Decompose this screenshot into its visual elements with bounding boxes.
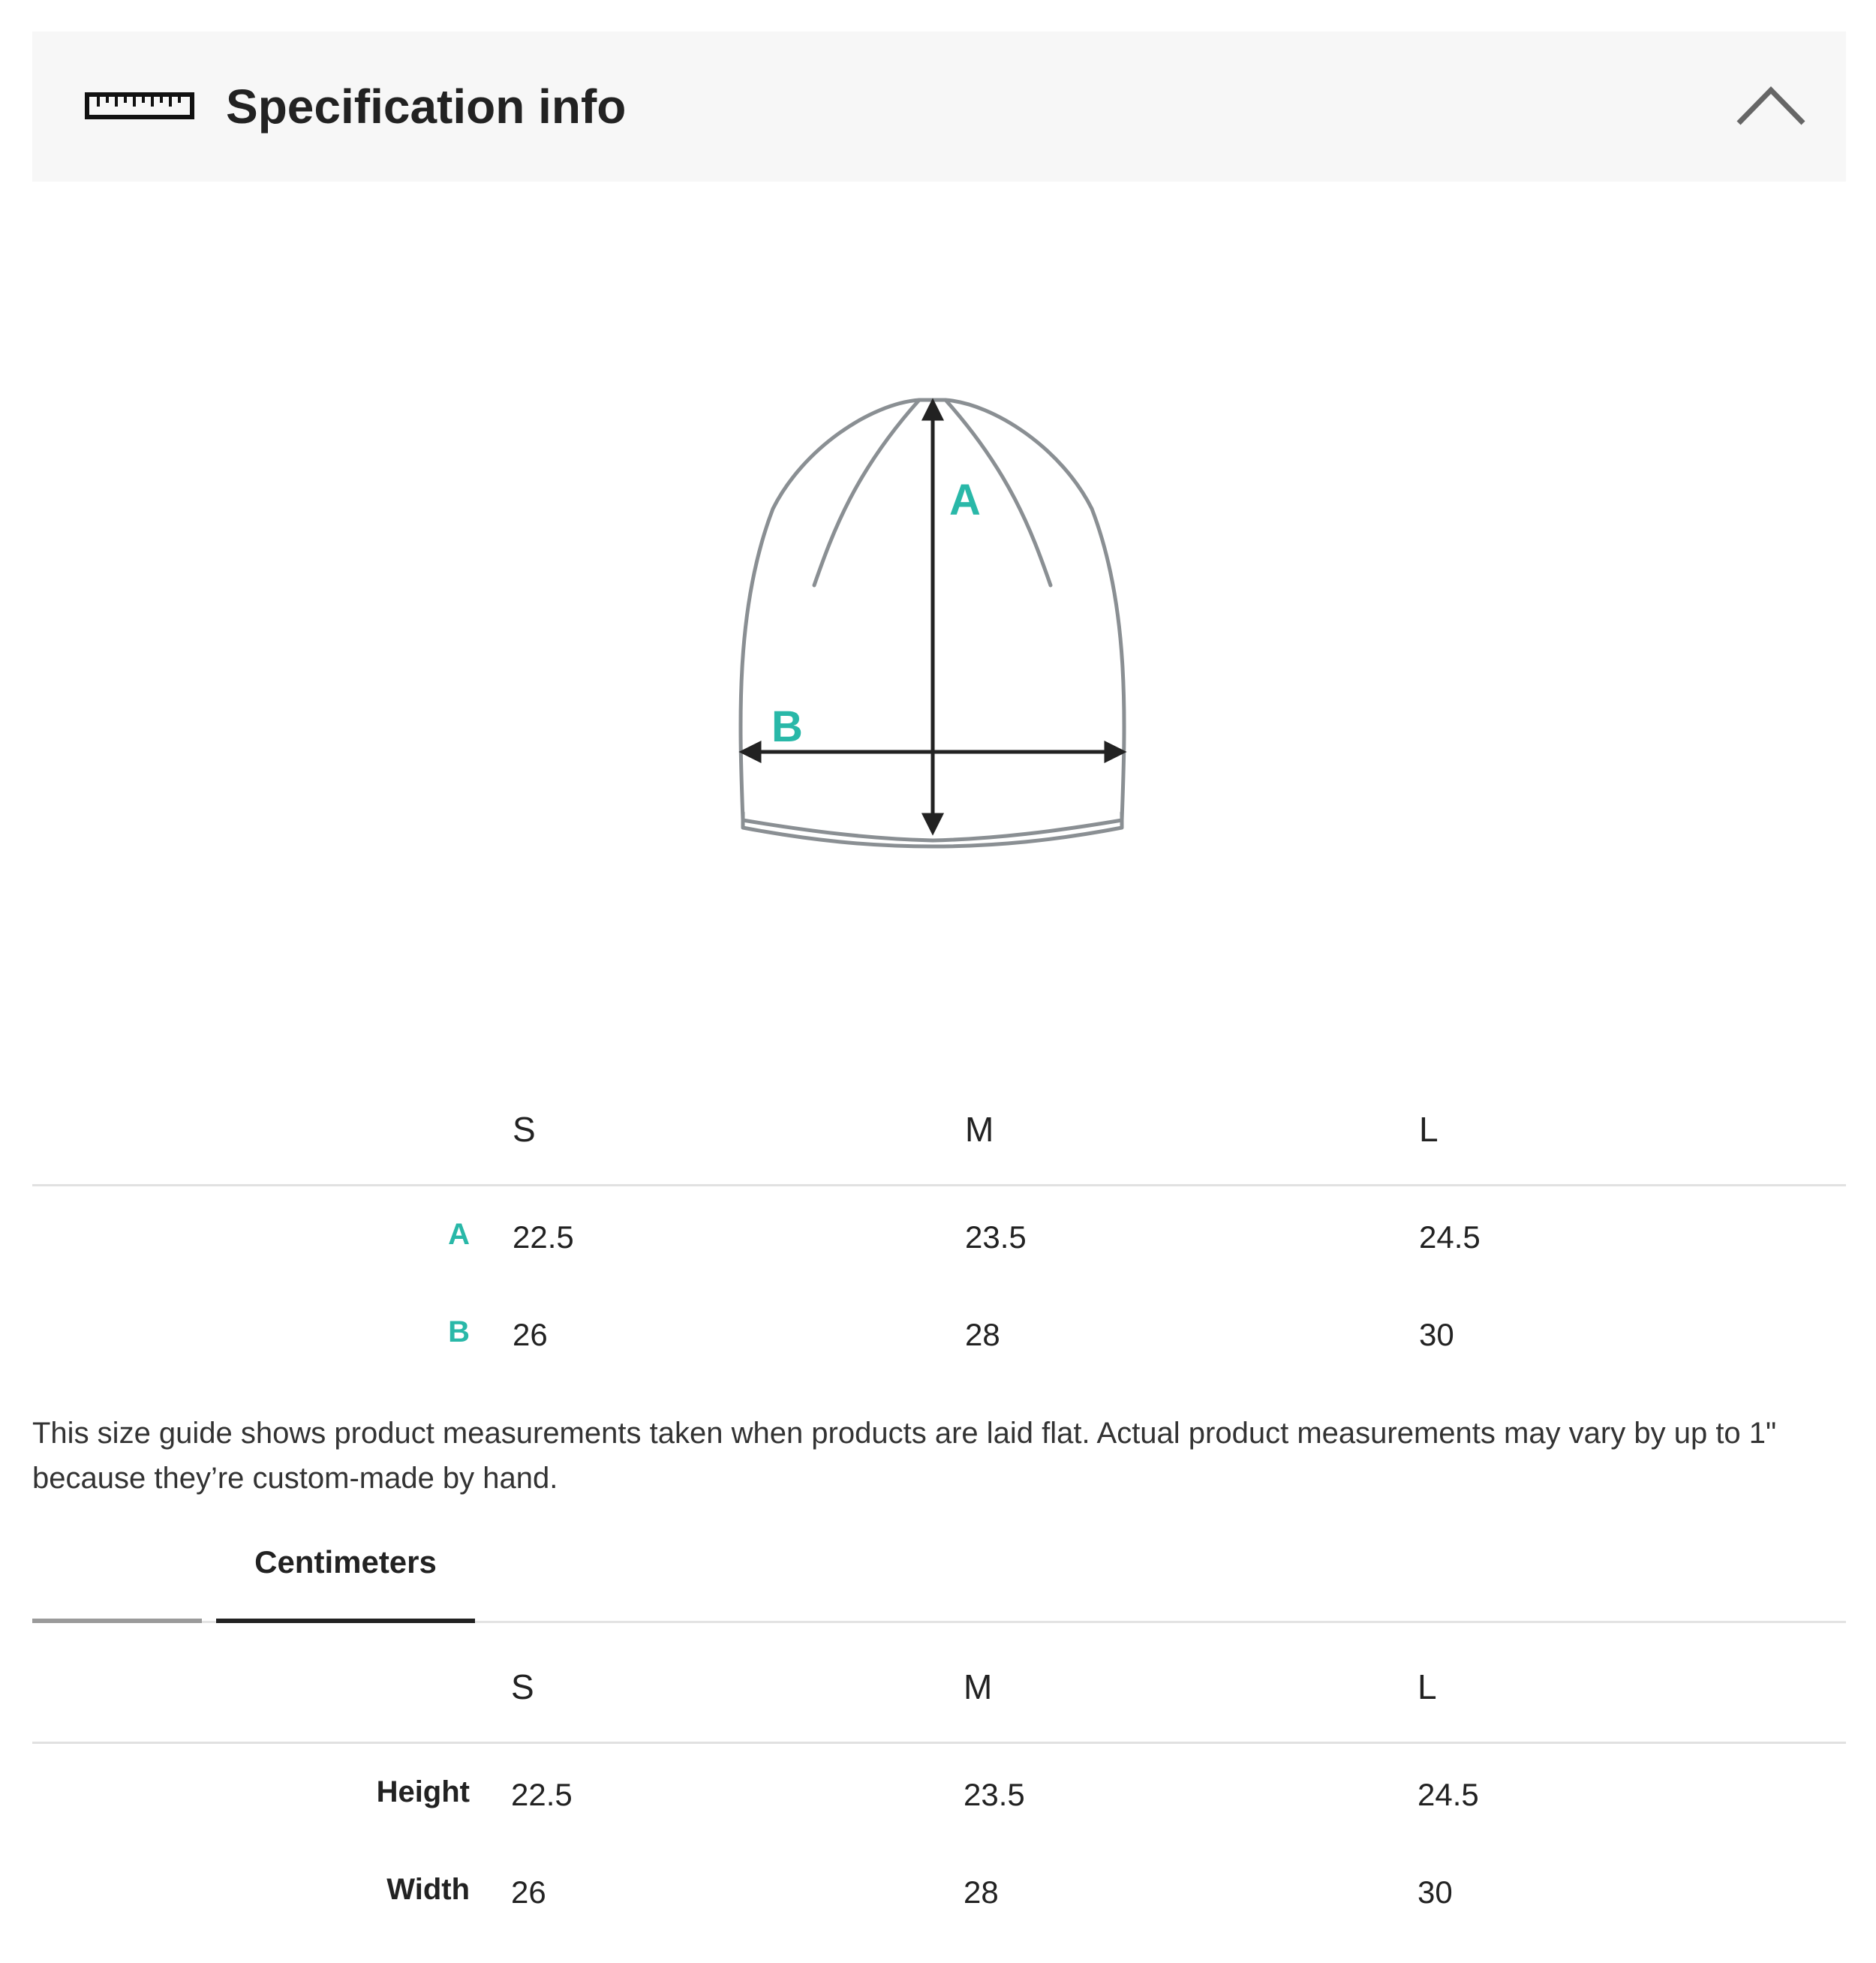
- tab-centimeters-label: Centimeters: [254, 1544, 437, 1580]
- diagram-label-a: A: [949, 476, 981, 525]
- table-cell: 22.5: [511, 1777, 573, 1812]
- size-table-letters: [32, 1081, 1846, 1381]
- table-cell: 22.5: [513, 1219, 574, 1255]
- tab-inches[interactable]: [32, 1619, 202, 1623]
- table-cell: 26: [513, 1317, 548, 1352]
- ruler-icon: [85, 90, 194, 122]
- table-row: [32, 1186, 1846, 1284]
- table-cell: 23.5: [965, 1219, 1027, 1255]
- spec-info-header[interactable]: [32, 32, 1846, 182]
- row-label-a: A: [448, 1218, 470, 1251]
- tab-centimeters[interactable]: [216, 1531, 475, 1623]
- table-row: [32, 1744, 1846, 1841]
- unit-tabs: [32, 1531, 1846, 1623]
- table-header-row: [32, 1638, 1846, 1744]
- table-cell: 23.5: [964, 1777, 1025, 1812]
- table-row: [32, 1284, 1846, 1381]
- table-cell: 26: [511, 1874, 546, 1910]
- column-header-m: M: [964, 1667, 993, 1706]
- size-guide-note: This size guide shows product measurements taken when products are laid flat. Actual product measurements may vary by up to 1" because they’re custom-made by hand.: [32, 1417, 1777, 1495]
- table-cell: 30: [1419, 1317, 1454, 1352]
- size-table-centimeters: [32, 1638, 1846, 1939]
- chevron-up-icon[interactable]: [1736, 83, 1806, 128]
- table-cell: 30: [1418, 1874, 1453, 1910]
- section-title: Specification info: [226, 80, 627, 134]
- diagram-label-b: B: [771, 702, 803, 751]
- table-row: [32, 1841, 1846, 1939]
- table-header-row: [32, 1081, 1846, 1186]
- column-header-s: S: [513, 1110, 536, 1149]
- beanie-measurement-diagram: [720, 381, 1156, 861]
- column-header-l: L: [1418, 1667, 1437, 1706]
- column-header-l: L: [1419, 1110, 1439, 1149]
- table-cell: 28: [965, 1317, 1000, 1352]
- table-cell: 28: [964, 1874, 999, 1910]
- row-label-height: Height: [376, 1775, 470, 1808]
- row-label-b: B: [448, 1315, 470, 1348]
- column-header-s: S: [511, 1667, 534, 1706]
- table-cell: 24.5: [1419, 1219, 1481, 1255]
- column-header-m: M: [965, 1110, 994, 1149]
- row-label-width: Width: [386, 1873, 470, 1906]
- table-cell: 24.5: [1418, 1777, 1479, 1812]
